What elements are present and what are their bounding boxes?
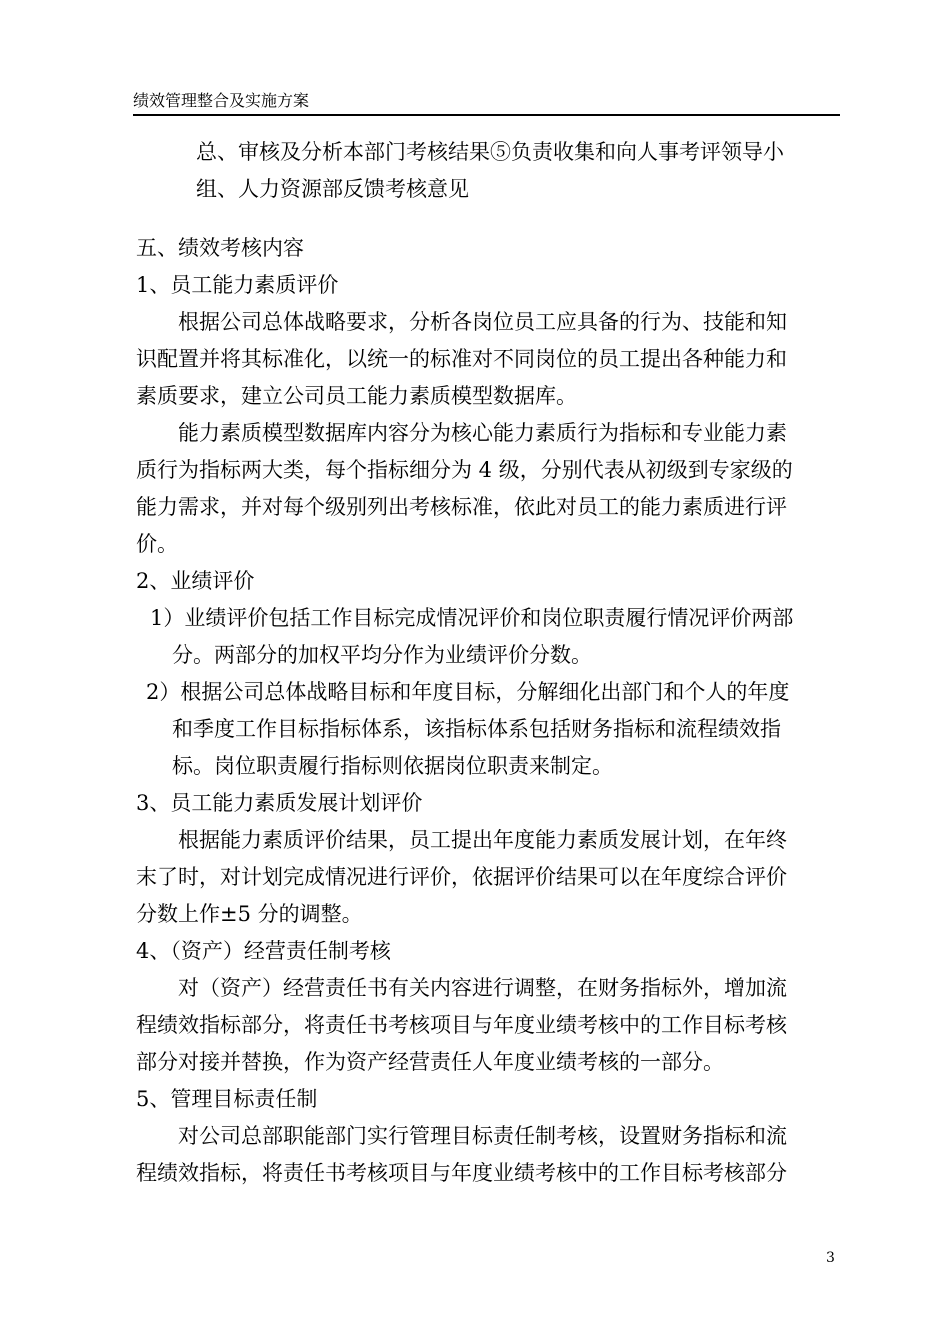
document-body <box>136 134 844 1192</box>
subsection-heading: 3、员工能力素质发展计划评价 <box>136 791 423 815</box>
text-line: 能力素质模型数据库内容分为核心能力素质行为指标和专业能力素 <box>178 421 787 445</box>
text-line: 程绩效指标部分，将责任书考核项目与年度业绩考核中的工作目标考核 <box>136 1013 787 1037</box>
subsection-heading: 4、（资产）经营责任制考核 <box>136 939 391 963</box>
running-header: 绩效管理整合及实施方案 <box>133 91 310 110</box>
text-line: 组、人力资源部反馈考核意见 <box>196 177 469 201</box>
text-line: 能力需求，并对每个级别列出考核标准，依此对员工的能力素质进行评 <box>136 495 787 519</box>
list-item: 1）业绩评价包括工作目标完成情况评价和岗位职责履行情况评价两部 <box>150 606 794 630</box>
text-line: 和季度工作目标指标体系，该指标体系包括财务指标和流程绩效指 <box>172 717 781 741</box>
text-line: 分。两部分的加权平均分作为业绩评价分数。 <box>172 643 592 667</box>
text-line: 识配置并将其标准化，以统一的标准对不同岗位的员工提出各种能力和 <box>136 347 787 371</box>
text-line: 分数上作±5 分的调整。 <box>136 902 363 926</box>
text-line: 标。岗位职责履行指标则依据岗位职责来制定。 <box>172 754 613 778</box>
header-rule <box>133 114 840 116</box>
text-line: 末了时，对计划完成情况进行评价，依据评价结果可以在年度综合评价 <box>136 865 787 889</box>
text-line: 部分对接并替换，作为资产经营责任人年度业绩考核的一部分。 <box>136 1050 724 1074</box>
page-number: 3 <box>826 1250 835 1266</box>
section-heading: 五、绩效考核内容 <box>136 236 304 260</box>
text-line: 素质要求，建立公司员工能力素质模型数据库。 <box>136 384 577 408</box>
text-line: 程绩效指标，将责任书考核项目与年度业绩考核中的工作目标考核部分 <box>136 1161 787 1185</box>
text-line: 总、审核及分析本部门考核结果⑤负责收集和向人事考评领导小 <box>196 140 784 164</box>
text-line: 根据能力素质评价结果，员工提出年度能力素质发展计划，在年终 <box>178 828 787 852</box>
list-item: 2）根据公司总体战略目标和年度目标，分解细化出部门和个人的年度 <box>146 680 790 704</box>
subsection-heading: 5、管理目标责任制 <box>136 1087 318 1111</box>
text-line: 对（资产）经营责任书有关内容进行调整，在财务指标外，增加流 <box>178 976 787 1000</box>
subsection-heading: 2、业绩评价 <box>136 569 255 593</box>
subsection-heading: 1、员工能力素质评价 <box>136 273 339 297</box>
text-line: 价。 <box>136 532 178 556</box>
text-line: 根据公司总体战略要求，分析各岗位员工应具备的行为、技能和知 <box>178 310 787 334</box>
text-line: 质行为指标两大类，每个指标细分为 4 级，分别代表从初级到专家级的 <box>136 458 793 482</box>
text-line: 对公司总部职能部门实行管理目标责任制考核，设置财务指标和流 <box>178 1124 787 1148</box>
